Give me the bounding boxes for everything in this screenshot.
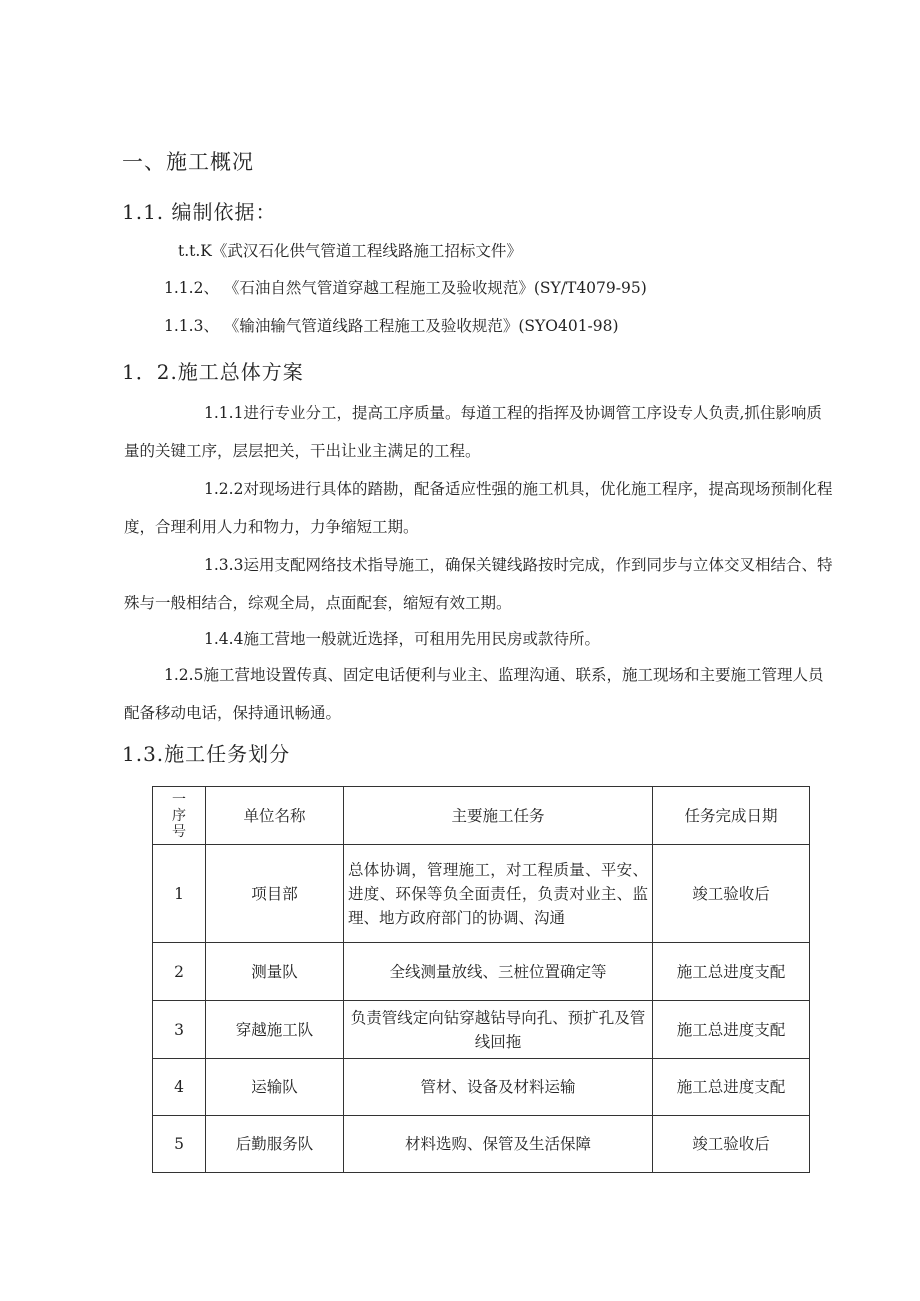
- cell-seq: 4: [153, 1059, 206, 1116]
- cell-date: 施工总进度支配: [653, 943, 810, 1001]
- cell-date: 竣工验收后: [653, 1116, 810, 1173]
- header-seq: 一 序 号: [153, 787, 206, 845]
- basis-item-2: 1.1.2、 《石油自然气管道穿越工程施工及验收规范》(SY/T4079-95): [164, 279, 647, 297]
- section-heading-overview: 一、施工概况: [122, 150, 254, 174]
- cell-unit: 后勤服务队: [206, 1116, 344, 1173]
- plan-paragraph-number: 1.1.: [204, 404, 234, 422]
- cell-task: 负责管线定向钻穿越钻导向孔、预扩孔及管线回拖: [344, 1001, 653, 1059]
- plan-paragraph-5: [124, 656, 836, 732]
- basis-item-3: 1.1.3、 《输油输气管道线路工程施工及验收规范》(SYO401-98): [164, 317, 619, 335]
- cell-seq: 5: [153, 1116, 206, 1173]
- plan-paragraph-3: [124, 546, 836, 622]
- table-row: [153, 1001, 810, 1059]
- header-completion-date: 任务完成日期: [653, 787, 810, 845]
- table-header-row: [153, 787, 810, 845]
- subheading-basis: 1.1. 编制依据：: [122, 200, 277, 224]
- cell-seq: 1: [153, 845, 206, 943]
- cell-unit: 测量队: [206, 943, 344, 1001]
- plan-paragraph-number: 1.4.: [204, 630, 234, 648]
- table-row: [153, 1116, 810, 1173]
- cell-task: 总体协调，管理施工，对工程质量、平安、进度、环保等负全面责任，负责对业主、监理、地方政府部门的协调、沟通: [344, 845, 653, 943]
- cell-date: 施工总进度支配: [653, 1059, 810, 1116]
- header-main-task: 主要施工任务: [344, 787, 653, 845]
- table-row: [153, 943, 810, 1001]
- cell-seq: 2: [153, 943, 206, 1001]
- header-unit-name: 单位名称: [206, 787, 344, 845]
- task-division-table: [152, 786, 810, 1173]
- plan-paragraph-number: 1.2.: [204, 480, 234, 498]
- plan-paragraph-1: [124, 394, 836, 470]
- plan-paragraph-number: 1.3.: [204, 556, 234, 574]
- cell-unit: 穿越施工队: [206, 1001, 344, 1059]
- plan-paragraph-text: 3运用支配网络技术指导施工，确保关键线路按时完成，作到同步与立体交叉相结合、特殊与一般相结合，综观全局，点面配套，缩短有效工期。: [124, 556, 833, 612]
- plan-paragraph-text: 1.2.5施工营地设置传真、固定电话便利与业主、监理沟通、联系，施工现场和主要施工管理人员配备移动电话，保持通讯畅通。: [124, 666, 824, 722]
- subheading-tasks: 1.3.施工任务划分: [122, 742, 291, 766]
- plan-paragraph-text: 2对现场进行具体的踏勘，配备适应性强的施工机具，优化施工程序，提高现场预制化程度，合理利用人力和物力，力争缩短工期。: [124, 480, 833, 536]
- cell-task: 材料选购、保管及生活保障: [344, 1116, 653, 1173]
- cell-unit: 运输队: [206, 1059, 344, 1116]
- cell-seq: 3: [153, 1001, 206, 1059]
- plan-paragraph-4: [124, 620, 836, 658]
- cell-unit: 项目部: [206, 845, 344, 943]
- table-row: [153, 1059, 810, 1116]
- plan-paragraph-text: 1进行专业分工，提高工序质量。每道工程的指挥及协调管工序设专人负责,抓住影响质量的关键工序，层层把关，干出让业主满足的工程。: [124, 404, 822, 460]
- cell-date: 施工总进度支配: [653, 1001, 810, 1059]
- subheading-plan: 1．2.施工总体方案: [122, 360, 304, 384]
- plan-paragraph-2: [124, 470, 836, 546]
- cell-task: 管材、设备及材料运输: [344, 1059, 653, 1116]
- plan-paragraph-text: 4施工营地一般就近选择，可租用先用民房或款待所。: [233, 630, 600, 648]
- basis-item-1: t.t.K《武汉石化供气管道工程线路施工招标文件》: [178, 242, 522, 260]
- table-row: [153, 845, 810, 943]
- cell-task: 全线测量放线、三桩位置确定等: [344, 943, 653, 1001]
- cell-date: 竣工验收后: [653, 845, 810, 943]
